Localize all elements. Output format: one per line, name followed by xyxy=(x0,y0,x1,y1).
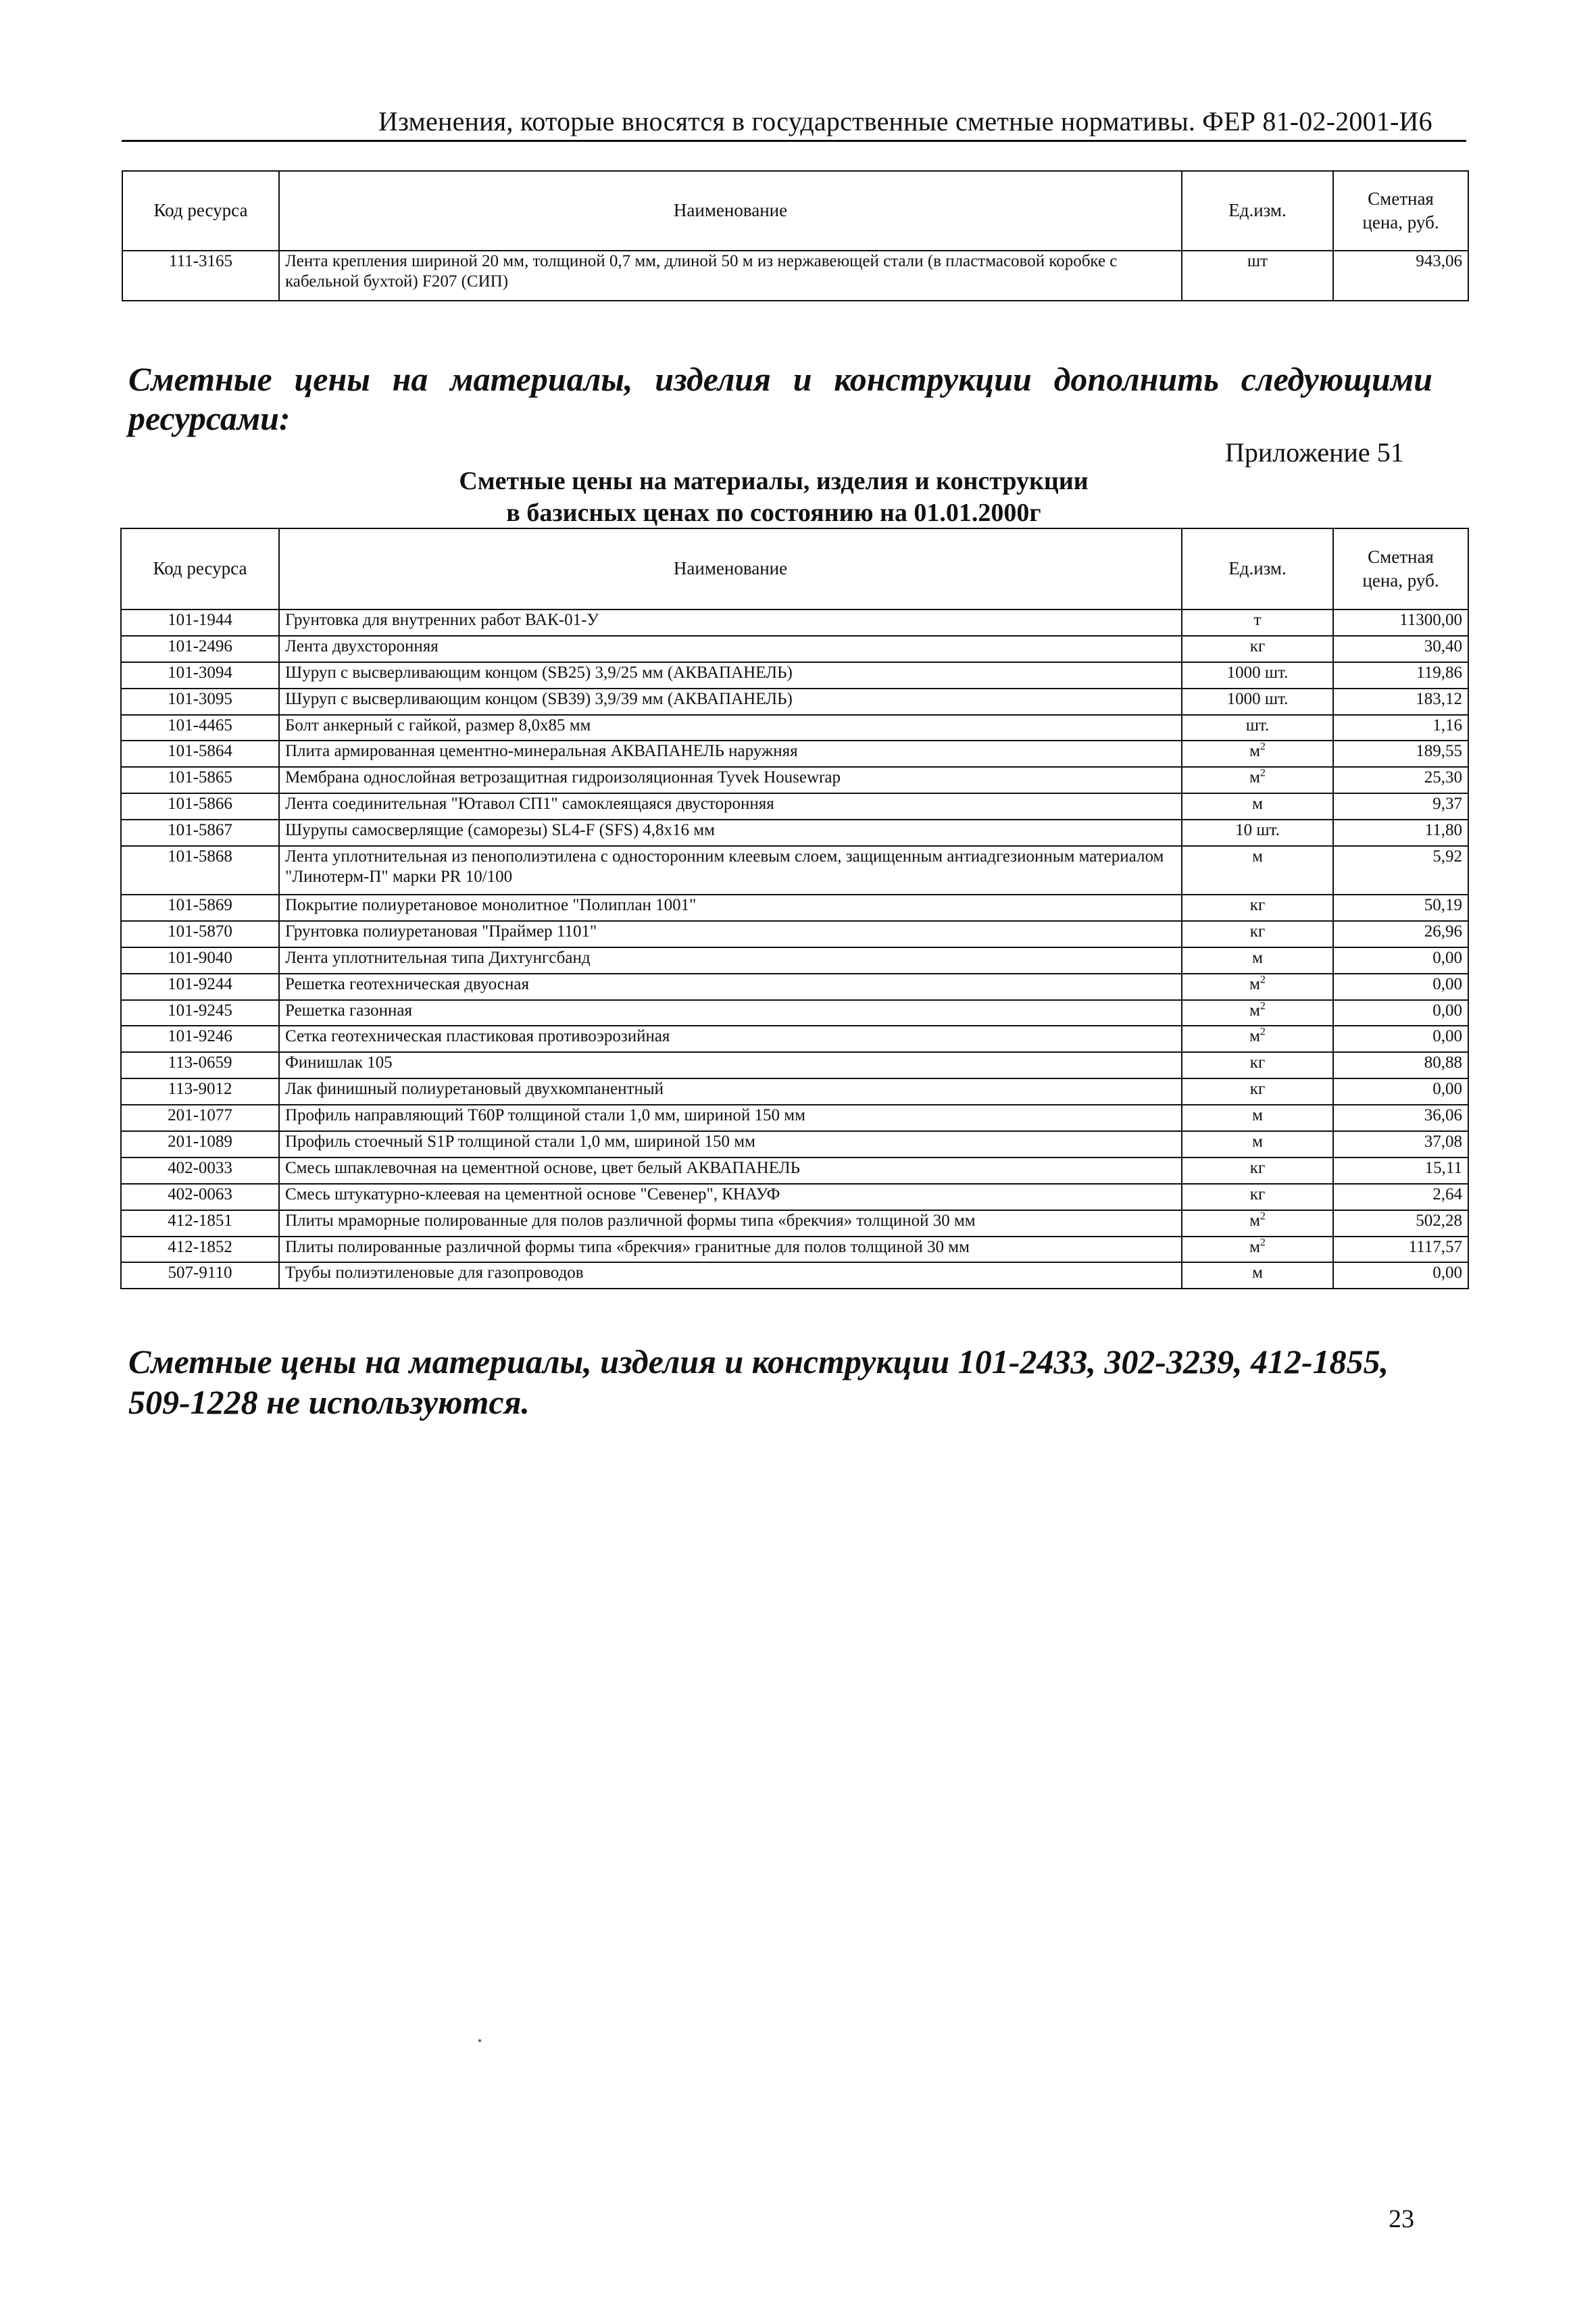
resource-code-cell: 507-9110 xyxy=(121,1262,279,1289)
table-row xyxy=(122,251,1468,301)
table-row xyxy=(121,921,1468,947)
resource-unit-cell xyxy=(1182,846,1333,895)
resource-name-cell: Сетка геотехническая пластиковая противоэрозийная xyxy=(279,1026,1182,1052)
resource-name-cell: Профиль стоечный S1P толщиной стали 1,0 мм, шириной 150 мм xyxy=(279,1131,1182,1158)
resource-unit-cell xyxy=(1182,1000,1333,1026)
table-row xyxy=(121,636,1468,662)
resource-unit-cell xyxy=(1182,662,1333,689)
table-row xyxy=(121,1052,1468,1078)
resource-name-cell: Смесь шпаклевочная на цементной основе, цвет белый АКВАПАНЕЛЬ xyxy=(279,1158,1182,1184)
resource-unit-superscript: 2 xyxy=(1260,741,1266,753)
resource-code-cell: 201-1089 xyxy=(121,1131,279,1158)
column-header-unit: Ед.изм. xyxy=(1182,528,1333,609)
resource-code-cell: 101-9040 xyxy=(121,947,279,974)
resource-code-cell: 101-5870 xyxy=(121,921,279,947)
table-row xyxy=(121,793,1468,820)
resource-price-cell: 36,06 xyxy=(1333,1105,1468,1131)
resource-unit-cell xyxy=(1182,251,1333,301)
resource-name-cell: Плиты полированные различной формы типа «брекчия» гранитные для полов толщиной 30 мм xyxy=(279,1237,1182,1263)
resource-code-cell: 113-0659 xyxy=(121,1052,279,1078)
column-header-price-line1: Сметная xyxy=(1368,546,1434,567)
resource-unit-text: м xyxy=(1249,768,1260,787)
resource-code-cell: 402-0033 xyxy=(121,1158,279,1184)
resource-name-cell: Смесь штукатурно-клеевая на цементной основе "Севенер", КНАУФ xyxy=(279,1184,1182,1210)
resource-name-cell: Плита армированная цементно-минеральная АКВАПАНЕЛЬ наружняя xyxy=(279,741,1182,767)
resource-unit-superscript: 2 xyxy=(1260,974,1266,986)
resource-name-cell: Решетка газонная xyxy=(279,1000,1182,1026)
resource-unit-text: т xyxy=(1253,611,1262,629)
page-number: 23 xyxy=(1389,2205,1414,2233)
existing-resource-table-body xyxy=(122,251,1468,301)
resource-unit-text: кг xyxy=(1249,1080,1266,1099)
resource-code-cell: 101-3094 xyxy=(121,662,279,689)
resource-name-cell: Трубы полиэтиленовые для газопроводов xyxy=(279,1262,1182,1289)
column-header-name: Наименование xyxy=(279,528,1182,609)
resource-name-cell: Шуруп с высверливающим концом (SB25) 3,9/25 мм (АКВАПАНЕЛЬ) xyxy=(279,662,1182,689)
table-header-row xyxy=(122,171,1468,251)
resource-name-cell: Лента двухсторонняя xyxy=(279,636,1182,662)
resource-unit-text: м xyxy=(1252,1264,1263,1283)
resource-code-cell: 101-1944 xyxy=(121,609,279,636)
table-row xyxy=(121,1210,1468,1237)
resource-name-cell: Профиль направляющий T60P толщиной стали 1,0 мм, шириной 150 мм xyxy=(279,1105,1182,1131)
resource-unit-text: кг xyxy=(1249,637,1266,655)
resource-price-cell: 502,28 xyxy=(1333,1210,1468,1237)
resource-price-cell: 30,40 xyxy=(1333,636,1468,662)
resource-unit-cell xyxy=(1182,895,1333,921)
add-resources-note-word: дополнить xyxy=(1053,360,1219,398)
resource-name-cell: Плиты мраморные полированные для полов различной формы типа «брекчия» толщиной 30 мм xyxy=(279,1210,1182,1237)
resource-unit-cell xyxy=(1182,1078,1333,1105)
resource-price-cell: 943,06 xyxy=(1333,251,1468,301)
resource-price-cell: 80,88 xyxy=(1333,1052,1468,1078)
add-resources-note-line1 xyxy=(128,359,1432,399)
resource-unit-cell xyxy=(1182,1210,1333,1237)
resource-unit-text: 1000 шт. xyxy=(1226,663,1289,682)
table-row xyxy=(121,1131,1468,1158)
resource-unit-superscript: 2 xyxy=(1260,1210,1266,1222)
table-row xyxy=(121,767,1468,793)
resource-price-cell: 0,00 xyxy=(1333,1000,1468,1026)
resource-price-cell: 25,30 xyxy=(1333,767,1468,793)
new-resources-table xyxy=(120,528,1469,1289)
resource-unit-text: кг xyxy=(1249,1053,1266,1072)
table-row xyxy=(121,1262,1468,1289)
resource-code-cell: 101-5864 xyxy=(121,741,279,767)
resource-unit-cell xyxy=(1182,820,1333,846)
resource-code-cell: 101-9245 xyxy=(121,1000,279,1026)
resource-price-cell: 50,19 xyxy=(1333,895,1468,921)
resource-name-cell: Лак финишный полиуретановый двухкомпанентный xyxy=(279,1078,1182,1105)
resource-unit-cell xyxy=(1182,1237,1333,1263)
resource-code-cell: 101-9244 xyxy=(121,974,279,1000)
column-header-price xyxy=(1333,171,1468,251)
resource-unit-text: 10 шт. xyxy=(1235,821,1280,840)
resource-name-cell: Шуруп с высверливающим концом (SB39) 3,9/39 мм (АКВАПАНЕЛЬ) xyxy=(279,689,1182,715)
table-title-line2: в базисных ценах по состоянию на 01.01.2000г xyxy=(506,499,1041,527)
resource-unit-text: кг xyxy=(1249,922,1266,941)
resource-price-cell: 0,00 xyxy=(1333,974,1468,1000)
add-resources-note-word: изделия xyxy=(655,360,771,398)
resource-code-cell: 111-3165 xyxy=(122,251,279,301)
resource-price-cell: 5,92 xyxy=(1333,846,1468,895)
column-header-price-line2: цена, руб. xyxy=(1362,570,1439,591)
resource-unit-cell xyxy=(1182,689,1333,715)
header-divider xyxy=(122,140,1466,142)
resource-unit-cell xyxy=(1182,974,1333,1000)
table-title-line1: Сметные цены на материалы, изделия и конструкции xyxy=(459,467,1089,495)
add-resources-note xyxy=(128,359,1432,438)
resource-price-cell: 26,96 xyxy=(1333,921,1468,947)
resource-code-cell: 412-1851 xyxy=(121,1210,279,1237)
table-row xyxy=(121,1158,1468,1184)
resource-unit-text: м xyxy=(1252,1132,1263,1151)
resource-unit-cell xyxy=(1182,1158,1333,1184)
resource-unit-cell xyxy=(1182,715,1333,741)
resource-unit-text: м xyxy=(1249,1237,1260,1256)
resource-code-cell: 101-5865 xyxy=(121,767,279,793)
resource-unit-text: м xyxy=(1252,948,1263,967)
resource-unit-cell xyxy=(1182,921,1333,947)
resource-code-cell: 101-9246 xyxy=(121,1026,279,1052)
table-row xyxy=(121,947,1468,974)
table-row xyxy=(121,1184,1468,1210)
resource-unit-text: 1000 шт. xyxy=(1226,689,1289,708)
resource-price-cell: 1117,57 xyxy=(1333,1237,1468,1263)
resource-unit-text: м xyxy=(1252,795,1263,814)
resource-unit-cell xyxy=(1182,1105,1333,1131)
resource-price-cell: 11,80 xyxy=(1333,820,1468,846)
table-header-row xyxy=(121,528,1468,609)
resource-unit-text: шт. xyxy=(1245,716,1270,735)
resource-unit-cell xyxy=(1182,1026,1333,1052)
table-row xyxy=(121,1105,1468,1131)
resource-code-cell: 101-2496 xyxy=(121,636,279,662)
add-resources-note-word: на xyxy=(392,360,428,398)
resource-unit-cell xyxy=(1182,741,1333,767)
add-resources-note-word: конструкции xyxy=(834,360,1032,398)
resource-unit-cell xyxy=(1182,636,1333,662)
add-resources-note-word: Сметные xyxy=(128,360,272,398)
resource-name-cell: Лента уплотнительная из пенополиэтилена с односторонним клеевым слоем, защищенным антиадгезионным материалом "Линотерм-П" марки PR 10/100 xyxy=(279,846,1182,895)
resource-code-cell: 412-1852 xyxy=(121,1237,279,1263)
table-row xyxy=(121,820,1468,846)
resource-unit-text: м xyxy=(1249,974,1260,993)
resource-unit-cell xyxy=(1182,1131,1333,1158)
table-row xyxy=(121,895,1468,921)
resource-unit-text: кг xyxy=(1249,896,1266,915)
table-row xyxy=(121,1078,1468,1105)
resource-code-cell: 101-5867 xyxy=(121,820,279,846)
resource-unit-cell xyxy=(1182,793,1333,820)
appendix-label: Приложение 51 xyxy=(1225,437,1404,468)
resource-name-cell: Лента уплотнительная типа Дихтунгсбанд xyxy=(279,947,1182,974)
table-row xyxy=(121,1237,1468,1263)
resource-name-cell: Лента соединительная "Ютавол СП1" самоклеящаяся двусторонняя xyxy=(279,793,1182,820)
add-resources-note-word: цены xyxy=(294,360,370,398)
resource-unit-superscript: 2 xyxy=(1260,768,1266,780)
page-header-title: Изменения, которые вносятся в государственные сметные нормативы. ФЕР 81-02-2001-И6 xyxy=(378,106,1432,136)
resource-price-cell: 0,00 xyxy=(1333,1026,1468,1052)
resource-price-cell: 0,00 xyxy=(1333,947,1468,974)
resource-unit-superscript: 2 xyxy=(1260,1000,1266,1012)
resource-unit-text: кг xyxy=(1249,1158,1266,1177)
resource-code-cell: 201-1077 xyxy=(121,1105,279,1131)
resource-price-cell: 119,86 xyxy=(1333,662,1468,689)
resource-price-cell: 37,08 xyxy=(1333,1131,1468,1158)
resource-name-cell: Покрытие полиуретановое монолитное "Полиплан 1001" xyxy=(279,895,1182,921)
resource-code-cell: 101-5866 xyxy=(121,793,279,820)
resource-price-cell: 189,55 xyxy=(1333,741,1468,767)
resource-name-cell: Грунтовка полиуретановая "Праймер 1101" xyxy=(279,921,1182,947)
resource-unit-text: кг xyxy=(1249,1185,1266,1203)
resource-unit-text: м xyxy=(1249,1211,1260,1230)
resource-code-cell: 101-5869 xyxy=(121,895,279,921)
unused-resources-note: Сметные цены на материалы, изделия и конструкции 101-2433, 302-3239, 412-1855, 509-1228 не используются. xyxy=(128,1343,1389,1421)
new-resources-table-body xyxy=(121,609,1468,1289)
resource-unit-superscript: 2 xyxy=(1260,1237,1266,1249)
resource-code-cell: 101-4465 xyxy=(121,715,279,741)
table-row xyxy=(121,609,1468,636)
resource-price-cell: 0,00 xyxy=(1333,1078,1468,1105)
resource-unit-cell xyxy=(1182,947,1333,974)
resource-name-cell: Грунтовка для внутренних работ ВАК-01-У xyxy=(279,609,1182,636)
table-row xyxy=(121,715,1468,741)
resource-name-cell: Мембрана однослойная ветрозащитная гидроизоляционная Tyvek Housewrap xyxy=(279,767,1182,793)
table-row xyxy=(121,846,1468,895)
resource-code-cell: 101-3095 xyxy=(121,689,279,715)
existing-resource-table xyxy=(122,170,1469,301)
resource-price-cell: 0,00 xyxy=(1333,1262,1468,1289)
add-resources-note-word: следующими xyxy=(1241,360,1432,398)
column-header-unit: Ед.изм. xyxy=(1182,171,1333,251)
column-header-name: Наименование xyxy=(279,171,1182,251)
add-resources-note-word: материалы, xyxy=(450,360,633,398)
resource-name-cell: Лента крепления шириной 20 мм, толщиной 0,7 мм, длиной 50 м из нержавеющей стали (в пластмасовой коробке с кабельной бухтой) F207 (СИП) xyxy=(279,251,1182,301)
table-row xyxy=(121,662,1468,689)
resource-unit-text: м xyxy=(1249,1001,1260,1020)
resource-name-cell: Болт анкерный с гайкой, размер 8,0х85 мм xyxy=(279,715,1182,741)
resource-unit-superscript: 2 xyxy=(1260,1026,1266,1039)
resource-unit-text: шт xyxy=(1247,252,1268,270)
column-header-price-line1: Сметная xyxy=(1368,188,1434,209)
resource-price-cell: 1,16 xyxy=(1333,715,1468,741)
resource-unit-cell xyxy=(1182,1052,1333,1078)
resource-unit-text: м xyxy=(1249,742,1260,761)
resource-code-cell: 101-5868 xyxy=(121,846,279,895)
table-row xyxy=(121,1000,1468,1026)
resource-price-cell: 15,11 xyxy=(1333,1158,1468,1184)
resource-unit-text: м xyxy=(1252,847,1263,866)
column-header-code: Код ресурса xyxy=(121,528,279,609)
resource-unit-cell xyxy=(1182,609,1333,636)
add-resources-note-word: и xyxy=(793,360,812,398)
scan-dot-mark xyxy=(478,2039,481,2042)
table-row xyxy=(121,689,1468,715)
resource-unit-cell xyxy=(1182,1184,1333,1210)
resource-price-cell: 9,37 xyxy=(1333,793,1468,820)
table-row xyxy=(121,1026,1468,1052)
resource-name-cell: Шурупы самосверлящие (саморезы) SL4-F (SFS) 4,8х16 мм xyxy=(279,820,1182,846)
resource-price-cell: 2,64 xyxy=(1333,1184,1468,1210)
resource-price-cell: 11300,00 xyxy=(1333,609,1468,636)
column-header-price-line2: цена, руб. xyxy=(1362,212,1439,232)
resource-name-cell: Финишлак 105 xyxy=(279,1052,1182,1078)
column-header-price xyxy=(1333,528,1468,609)
resource-unit-text: м xyxy=(1249,1027,1260,1046)
resource-price-cell: 183,12 xyxy=(1333,689,1468,715)
table-row xyxy=(121,974,1468,1000)
resource-unit-cell xyxy=(1182,1262,1333,1289)
column-header-code: Код ресурса xyxy=(122,171,279,251)
table-row xyxy=(121,741,1468,767)
resource-code-cell: 402-0063 xyxy=(121,1184,279,1210)
resource-unit-cell xyxy=(1182,767,1333,793)
resource-unit-text: м xyxy=(1252,1106,1263,1125)
add-resources-note-line2: ресурсами: xyxy=(128,399,291,437)
resource-name-cell: Решетка геотехническая двуосная xyxy=(279,974,1182,1000)
resource-code-cell: 113-9012 xyxy=(121,1078,279,1105)
